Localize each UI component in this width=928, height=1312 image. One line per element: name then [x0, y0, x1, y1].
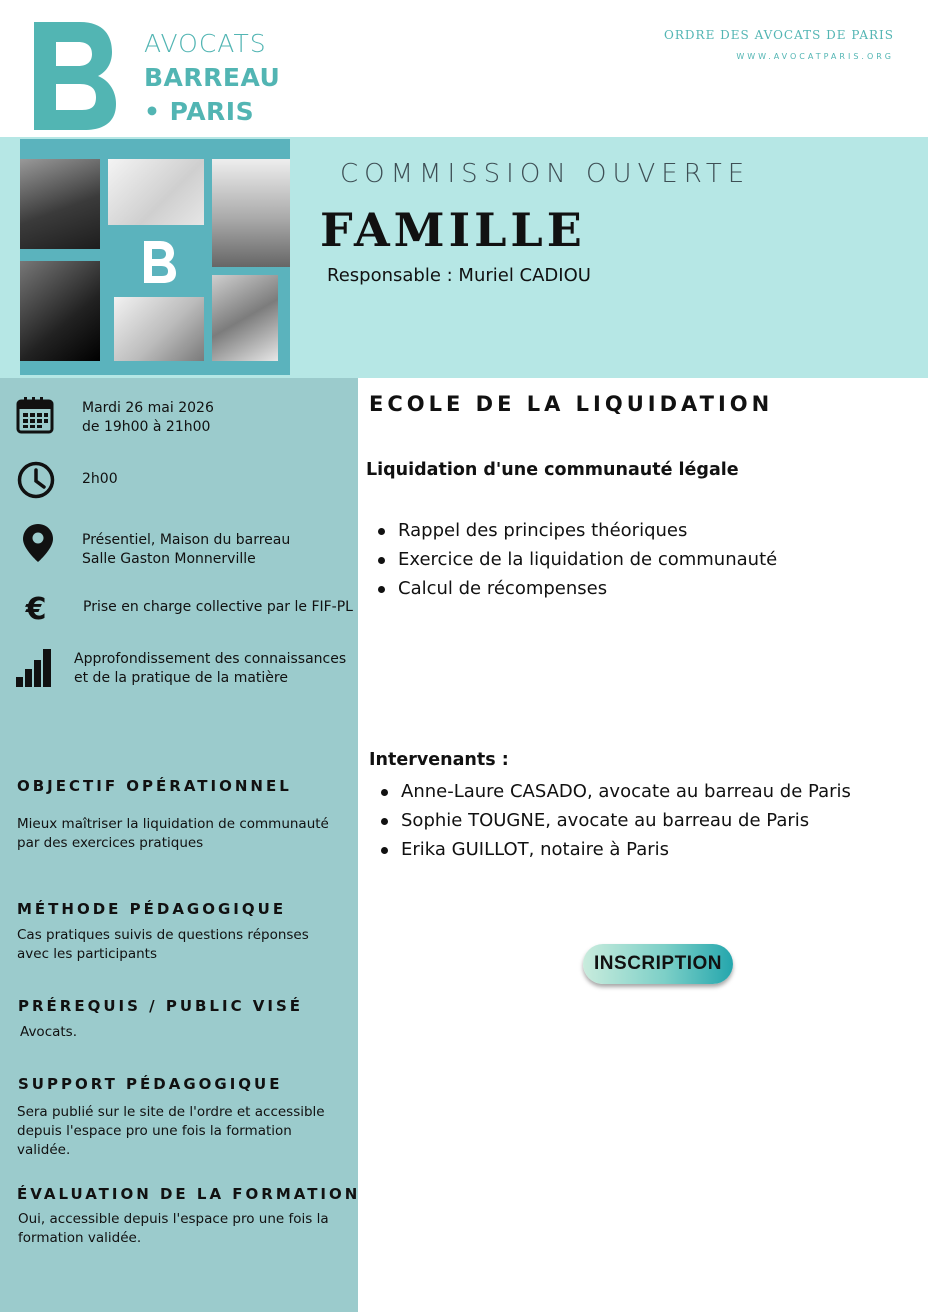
- mother-child-photo: [212, 275, 278, 361]
- topics-list: [376, 516, 777, 603]
- funding-text: Prise en charge collective par le FIF-PL: [83, 599, 353, 615]
- city-skyline-photo: [212, 159, 290, 267]
- support-title: SUPPORT PÉDAGOGIQUE: [18, 1075, 283, 1093]
- location-line1: Présentiel, Maison du barreau: [82, 532, 291, 548]
- methode-line2: avec les participants: [17, 946, 157, 962]
- ornament-photo: [108, 159, 204, 225]
- objectif-line1: Mieux maîtriser la liquidation de communauté: [17, 816, 329, 832]
- logo-line-paris: • PARIS: [144, 97, 255, 126]
- prerequis-body: Avocats.: [20, 1024, 78, 1040]
- calendar-icon: [15, 395, 55, 435]
- barreau-logo-small-icon: [140, 237, 178, 285]
- page-title: FAMILLE: [320, 203, 586, 257]
- list-item: Rappel des principes théoriques: [376, 516, 777, 545]
- staircase-photo: [114, 297, 204, 361]
- intervenants-label: Intervenants :: [369, 750, 509, 770]
- list-item: Calcul de récompenses: [376, 574, 777, 603]
- logo-line-barreau: BARREAU: [144, 63, 281, 92]
- location-line2: Salle Gaston Monnerville: [82, 551, 256, 567]
- commission-label: COMMISSION OUVERTE: [340, 159, 751, 189]
- responsable-text: Responsable : Muriel CADIOU: [327, 265, 591, 286]
- support-line3: validée.: [17, 1142, 71, 1158]
- clock-icon: [16, 460, 56, 500]
- logo-wordmark: [144, 27, 280, 129]
- level-line2: et de la pratique de la matière: [74, 670, 288, 686]
- methode-line1: Cas pratiques suivis de questions réponses: [17, 927, 309, 943]
- speakers-list: [379, 777, 851, 864]
- bar-chart-icon: [14, 647, 54, 687]
- photo-collage: [20, 139, 290, 375]
- course-title: ECOLE DE LA LIQUIDATION: [369, 392, 774, 416]
- objectif-line2: par des exercices pratiques: [17, 835, 204, 851]
- evaluation-line2: formation validée.: [18, 1230, 142, 1246]
- inscription-button[interactable]: INSCRIPTION: [583, 944, 733, 984]
- svg-text:€: €: [25, 592, 47, 627]
- support-line2: depuis l'espace pro une fois la formation: [17, 1123, 292, 1139]
- duration-text: 2h00: [82, 471, 118, 487]
- date-text: Mardi 26 mai 2026: [82, 400, 214, 416]
- level-line1: Approfondissement des connaissances: [74, 651, 347, 667]
- list-item: Anne-Laure CASADO, avocate au barreau de Paris: [379, 777, 851, 806]
- list-item: Erika GUILLOT, notaire à Paris: [379, 835, 851, 864]
- course-subtitle: Liquidation d'une communauté légale: [366, 460, 739, 480]
- evaluation-title: ÉVALUATION DE LA FORMATION: [17, 1185, 361, 1203]
- objectif-title: OBJECTIF OPÉRATIONNEL: [17, 777, 292, 795]
- ordre-header: [664, 28, 894, 61]
- location-pin-icon: [18, 522, 58, 562]
- ordre-title: ORDRE DES AVOCATS DE PARIS: [664, 28, 894, 42]
- methode-title: MÉTHODE PÉDAGOGIQUE: [17, 900, 287, 918]
- euro-icon: [16, 588, 56, 628]
- family-photo: [20, 159, 100, 249]
- ordre-url[interactable]: WWW.AVOCATPARIS.ORG: [736, 52, 894, 61]
- elderly-photo: [20, 261, 100, 361]
- support-line1: Sera publié sur le site de l'ordre et accessible: [17, 1104, 325, 1120]
- list-item: Exercice de la liquidation de communauté: [376, 545, 777, 574]
- barreau-logo-icon: [28, 16, 120, 134]
- logo-line-avocats: AVOCATS: [144, 29, 267, 58]
- list-item: Sophie TOUGNE, avocate au barreau de Paris: [379, 806, 851, 835]
- evaluation-line1: Oui, accessible depuis l'espace pro une fois la: [18, 1211, 329, 1227]
- time-text: de 19h00 à 21h00: [82, 419, 211, 435]
- prerequis-title: PRÉREQUIS / PUBLIC VISÉ: [18, 997, 304, 1015]
